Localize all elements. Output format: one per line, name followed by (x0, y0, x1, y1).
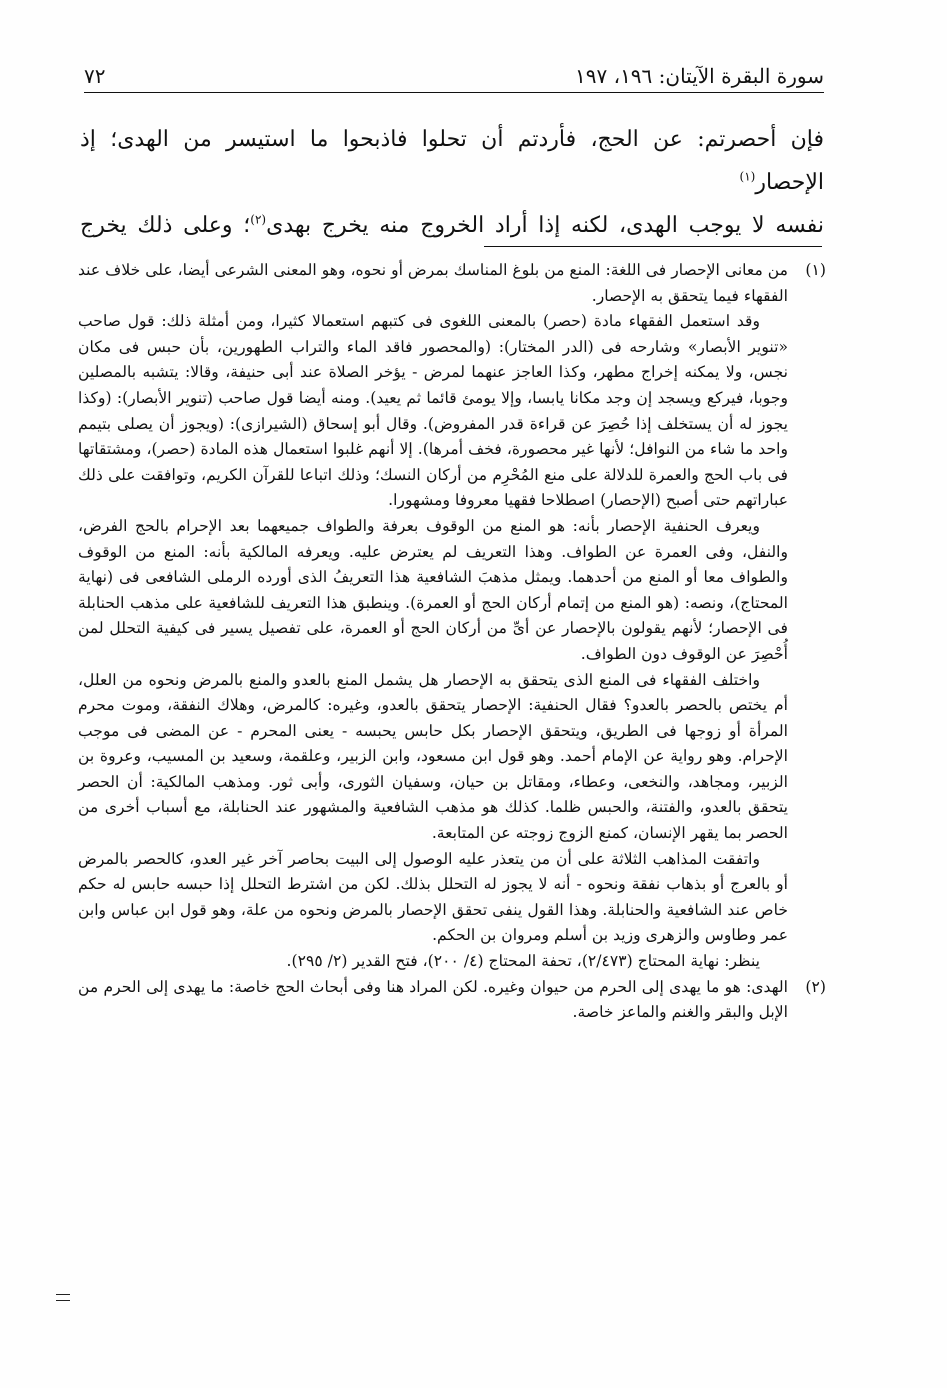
footnote-2-number: (٢) (805, 977, 826, 996)
margin-mark (56, 1294, 70, 1301)
footnote-paragraph: ويعرف الحنفية الإحصار بأنه: هو المنع من الوقوف بعرفة والطواف جميعهما بعد الإحرام بالحج الفرض، والنفل، وفى العمرة عن الطواف. وهذا التعريف لم يعترض عليه. ويعرفه المالكية بأنه: المنع من الوقوف والطواف معا أو المنع من أحدهما. ويمثل مذهبَ الشافعية هذا التعريفُ الذى أورده الرملى الشافعى فى (نهاية المحتاج)، ونصه: (هو المنع من إتمام أركان الحج أو العمرة). وينطبق هذا التعريف للشافعية على مذهب الحنابلة فى الإحصار؛ لأنهم يقولون بالإحصار عن أىِّ من أركان الحج أو العمرة، على تفصيل يسير فى كيفية التحلل لمن أُحْصِرَ عن الوقوف دون الطواف. (78, 516, 788, 663)
footnote-ref-2[interactable]: (٢) (250, 212, 267, 227)
footnotes (78, 258, 826, 1026)
footnote-1-number: (١) (805, 261, 826, 279)
page-number: ٧٢ (84, 64, 106, 88)
main-line-1-text: فإن أحصرتم: عن الحج، فأردتم أن تحلوا فاذبحوا ما استيسر من الهدى؛ إذ الإحصار (80, 127, 824, 195)
footnote-2-body (78, 975, 788, 1026)
main-line-1 (80, 118, 824, 204)
footnote-paragraph: واختلف الفقهاء فى المنع الذى يتحقق به الإحصار هل يشمل المنع بالعدو والمنع بالمرض ونحوه من العلل، أم يختص بالحصر بالعدو؟ فقال الحنفية: الإحصار يتحقق بالعدو، وغيره: كالمرض، وهلاك النفقة، وموت محرم المرأة أو زوجها فى الطريق، ويتحقق الإحصار بكل حابس يحبسه - يعنى المحرم - عن المضى فى موجب الإحرام. وهو رواية عن الإمام أحمد. وهو قول ابن مسعود، وابن الزبير، وعلقمة، وسعيد بن المسيب، وعروة بن الزبير، ومجاهد، والنخعى، وعطاء، ومقاتل بن حيان، وسفيان الثورى، وأبى ثور. ومذهب المالكية: أن الحصر يتحقق بالعدو، والفتنة، والحبس ظلما. كذلك هو مذهب الشافعية والمشهور عند الحنابلة، مع أسباب أخرى من الحصر بما يقهر الإنسان، كمنع الزوج زوجته عن المتابعة. (78, 670, 788, 843)
page-header (84, 58, 824, 93)
footnote-references: ينظر: نهاية المحتاج (٢/٤٧٣)، تحفة المحتاج (٤/ ٢٠٠)، فتح القدير (٢/ ٢٩٥). (286, 952, 760, 971)
footnote-1-body (78, 258, 788, 975)
footnote-paragraph: وقد استعمل الفقهاء مادة (حصر) بالمعنى اللغوى فى كتبهم استعمالا كثيرا، ومن أمثلة ذلك: قول صاحب «تنوير الأبصار» وشارحه فى (الدر المختار): (والمحصور فاقد الماء والتراب الطهورين، بأن حبس فى مكان نجس، ولا يمكنه إخراج مطهر، وكذا العاجز عنهما لمرض - يؤخر الصلاة عند أبى حنيفة، وقالا: يتشبه بالمصلين وجوبا، فيركع ويسجد إن وجد مكانا يابسا، وإلا يومئ قائما ثم يعيد). ومنه أيضا قول صاحب (تنوير الأبصار): (وكذا يجوز له أن يستخلف إذا حُصِرَ عن قراءة قدر المفروض). وقال أبو إسحاق (الشيرازى): (ويجوز أن يصلى بتيمم واحد ما شاء من النوافل؛ لأنها غير محصورة، فخف أمرها). إلا أنهم غلبوا استعمال هذه المادة (حصر)، ومشتقاتها فى باب الحج والعمرة للدلالة على منع المُحْرِم من أركان النسك؛ وذلك اتباعا للقرآن الكريم، وتوافقت على ذلك عباراتهم حتى أصبح (الإحصار) اصطلاحا فقهيا معروفا ومشهورا. (78, 312, 788, 510)
footnote-2 (78, 975, 826, 1026)
footnote-separator (484, 246, 822, 247)
running-title: سورة البقرة الآيتان: ١٩٦، ١٩٧ (575, 64, 824, 88)
main-text (80, 118, 824, 247)
main-line-2 (80, 204, 824, 247)
footnote-paragraph: من معانى الإحصار فى اللغة: المنع من بلوغ المناسك بمرض أو نحوه، وهو المعنى الشرعى أيضا، على خلاف عند الفقهاء فيما يتحقق به الإحصار. (78, 261, 788, 305)
footnote-ref-1[interactable]: (١) (739, 169, 756, 184)
main-line-2-end: ؛ وعلى ذلك يخرج (80, 213, 251, 238)
main-line-2-text: نفسه لا يوجب الهدى، لكنه إذا أراد الخروج منه يخرج بهدى (266, 213, 824, 238)
footnote-paragraph: واتفقت المذاهب الثلاثة على أن من يتعذر عليه الوصول إلى البيت بحاصر آخر غير العدو، كالحصر بالمرض أو بالعرج أو بذهاب نفقة ونحوه - أنه لا يجوز له التحلل بذلك. لكن من اشترط التحلل إذا حبسه حابس له حكم خاص عند الشافعية والحنابلة. وهذا القول ينفى تحقق الإحصار بالمرض ونحوه من علة، وهو قول ابن عباس وابن عمر وطاوس والزهرى وزيد بن أسلم ومروان بن الحكم. (78, 849, 788, 945)
footnote-1 (78, 258, 826, 975)
footnote-paragraph: الهدى: هو ما يهدى إلى الحرم من حيوان وغيره. لكن المراد هنا وفى أبحاث الحج خاصة: ما يهدى إلى الحرم من الإبل والبقر والغنم والماعز خاصة. (78, 977, 788, 1022)
